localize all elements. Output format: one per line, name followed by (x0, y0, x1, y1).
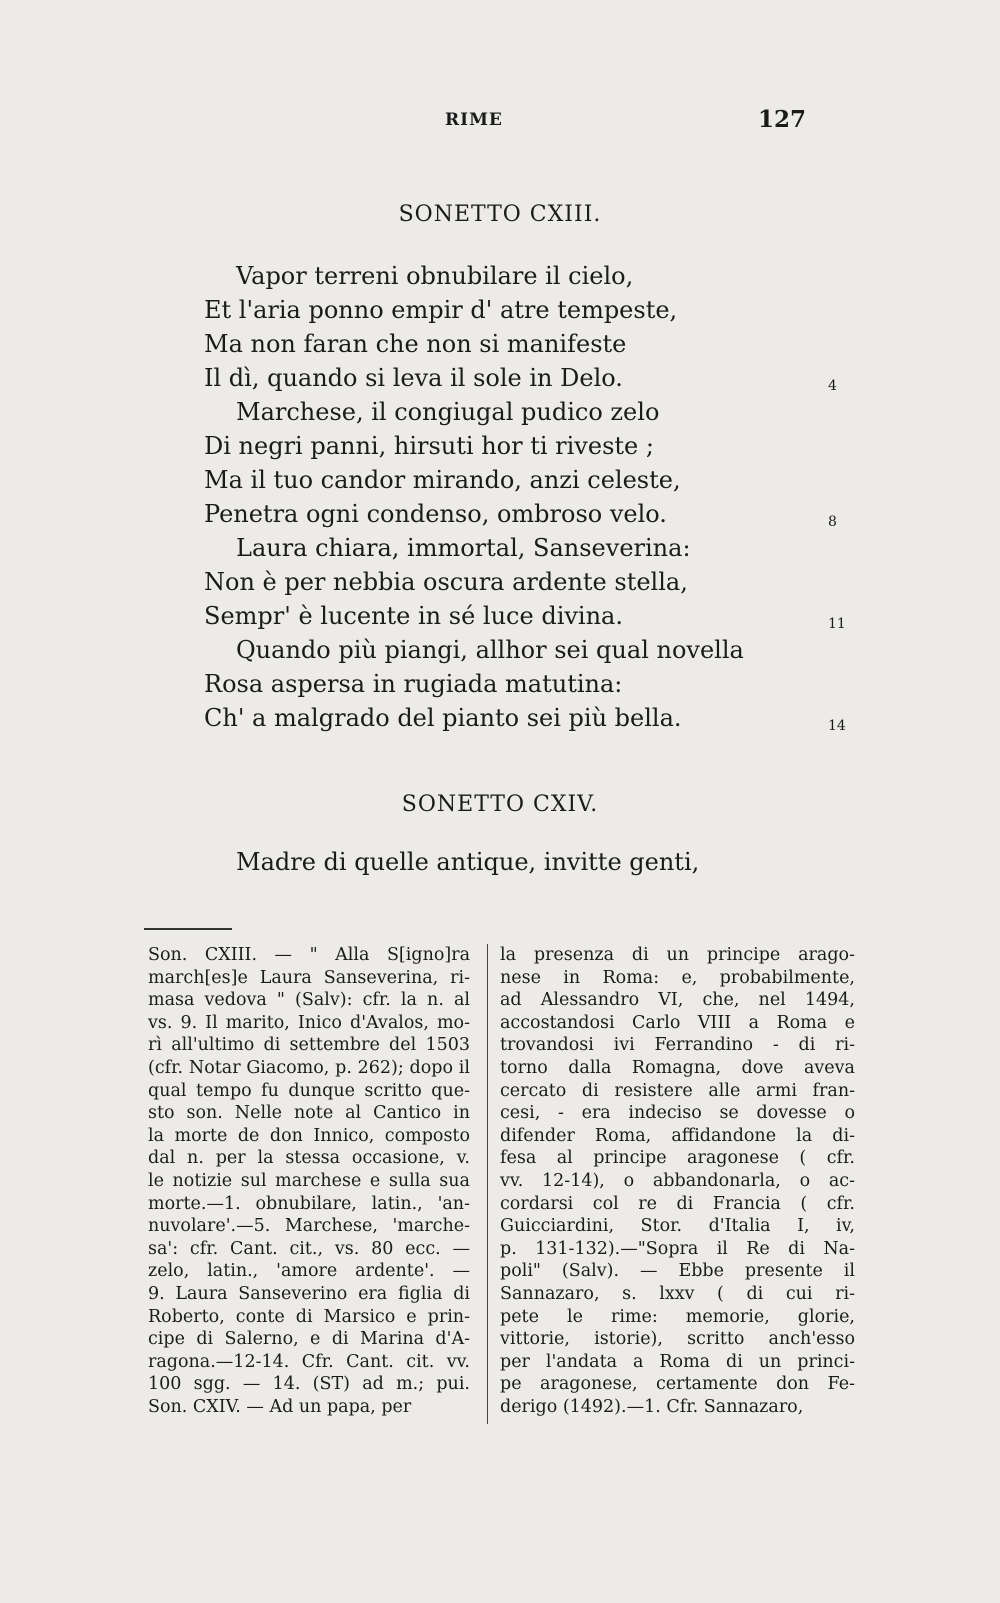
note-line: cesi, - era indeciso se dovesse o (500, 1103, 855, 1124)
verse-line: Marchese, il congiugal pudico zelo (236, 398, 660, 426)
note-line: poli" (Salv). — Ebbe presente il (500, 1261, 855, 1282)
note-line: qual tempo fu dunque scritto que- (148, 1080, 470, 1101)
note-line: le notizie sul marchese e sulla sua (148, 1170, 470, 1191)
note-line: sto son. Nelle note al Cantico in (148, 1103, 470, 1124)
note-line: masa vedova " (Salv): cfr. la n. al (148, 990, 470, 1011)
sonnet-title: SONETTO CXIV. (401, 792, 599, 817)
note-line: la presenza di un principe arago- (500, 945, 855, 965)
note-line: Son. CXIV. — Ad un papa, per (148, 1396, 412, 1417)
note-line: vs. 9. Il marito, Inico d'Avalos, mo- (148, 1012, 470, 1033)
verse-line: Et l'aria ponno empir d' atre tempeste, (204, 296, 678, 324)
note-line: rì all'ultimo di settembre del 1503 (148, 1035, 470, 1056)
note-line: accostandosi Carlo VIII a Roma e (500, 1012, 855, 1033)
note-line: Son. CXIII. — " Alla S[igno]ra (148, 945, 470, 965)
note-line: per l'andata a Roma di un princi- (500, 1351, 855, 1372)
verse-line: Ma il tuo candor mirando, anzi celeste, (204, 466, 681, 494)
note-line: trovandosi ivi Ferrandino - di ri- (500, 1035, 855, 1056)
running-head (0, 106, 1000, 136)
footnote-rule (144, 928, 232, 930)
note-line: Guicciardini, Stor. d'Italia I, iv, (500, 1216, 855, 1237)
verse-line: Di negri panni, hirsuti hor ti riveste ; (204, 432, 654, 460)
verse-line: Non è per nebbia oscura ardente stella, (204, 568, 688, 596)
note-line: cordarsi col re di Francia ( cfr. (500, 1193, 855, 1214)
note-line: march[es]e Laura Sanseverina, ri- (148, 967, 470, 988)
note-line: Sannazaro, s. lxxv ( di cui ri- (500, 1283, 855, 1304)
note-line: zelo, latin., 'amore ardente'. — (148, 1261, 470, 1282)
note-line: ragona.—12-14. Cfr. Cant. cit. vv. (148, 1351, 470, 1372)
note-line: Roberto, conte di Marsico e prin- (148, 1306, 470, 1327)
note-line: fesa al principe aragonese ( cfr. (500, 1148, 855, 1169)
note-line: 100 sgg. — 14. (ST) ad m.; pui. (148, 1374, 470, 1395)
verse-line: Laura chiara, immortal, Sanseverina: (236, 534, 691, 562)
note-line: derigo (1492).—1. Cfr. Sannazaro, (500, 1396, 804, 1417)
footnotes-left-column (148, 944, 470, 1418)
note-line: nese in Roma: e, probabilmente, (500, 967, 855, 988)
footnotes-right-column (500, 944, 855, 1418)
note-line: pete le rime: memorie, glorie, (500, 1306, 855, 1327)
verse-line: Penetra ogni condenso, ombroso velo. (204, 500, 667, 528)
note-line: 9. Laura Sanseverino era figlia di (148, 1283, 470, 1304)
note-line: vittorie, istorie), scritto anch'esso (500, 1329, 855, 1350)
note-line: difender Roma, affidandone la di- (500, 1125, 855, 1146)
line-number: 8 (828, 514, 837, 530)
note-line: pe aragonese, certamente don Fe- (500, 1374, 855, 1395)
note-line: la morte de don Innico, composto (148, 1125, 470, 1146)
verse-line: Rosa aspersa in rugiada matutina: (204, 670, 623, 698)
note-line: vv. 12-14), o abbandonarla, o ac- (500, 1170, 855, 1191)
note-line: sa': cfr. Cant. cit., vs. 80 ecc. — (148, 1238, 470, 1259)
note-line: (cfr. Notar Giacomo, p. 262); dopo il (148, 1057, 470, 1078)
note-line: morte.—1. obnubilare, latin., 'an- (148, 1193, 470, 1214)
verse-line: Quando più piangi, allhor sei qual novella (236, 636, 744, 664)
note-line: torno dalla Romagna, dove aveva (500, 1057, 855, 1078)
note-line: cercato di resistere alle armi fran- (500, 1080, 855, 1101)
running-title: RIME (445, 110, 503, 130)
note-line: ad Alessandro VI, che, nel 1494, (500, 990, 855, 1011)
line-number: 11 (828, 616, 846, 632)
verse-line: Madre di quelle antique, invitte genti, (236, 848, 700, 876)
verse-line: Ch' a malgrado del pianto sei più bella. (204, 704, 682, 732)
note-line: p. 131-132).—"Sopra il Re di Na- (500, 1238, 855, 1259)
column-divider (487, 944, 488, 1424)
page-number: 127 (758, 106, 807, 133)
verse-line: Ma non faran che non si manifeste (204, 330, 627, 358)
sonnet-title: SONETTO CXIII. (398, 202, 602, 227)
note-line: cipe di Salerno, e di Marina d'A- (148, 1329, 470, 1350)
note-line: nuvolare'.—5. Marchese, 'marche- (148, 1216, 470, 1237)
line-number: 4 (828, 378, 837, 394)
line-number: 14 (828, 718, 846, 734)
verse-line: Sempr' è lucente in sé luce divina. (204, 602, 623, 630)
verse-line: Il dì, quando si leva il sole in Delo. (204, 364, 623, 392)
verse-line: Vapor terreni obnubilare il cielo, (236, 262, 634, 290)
note-line: dal n. per la stessa occasione, v. (148, 1148, 470, 1169)
